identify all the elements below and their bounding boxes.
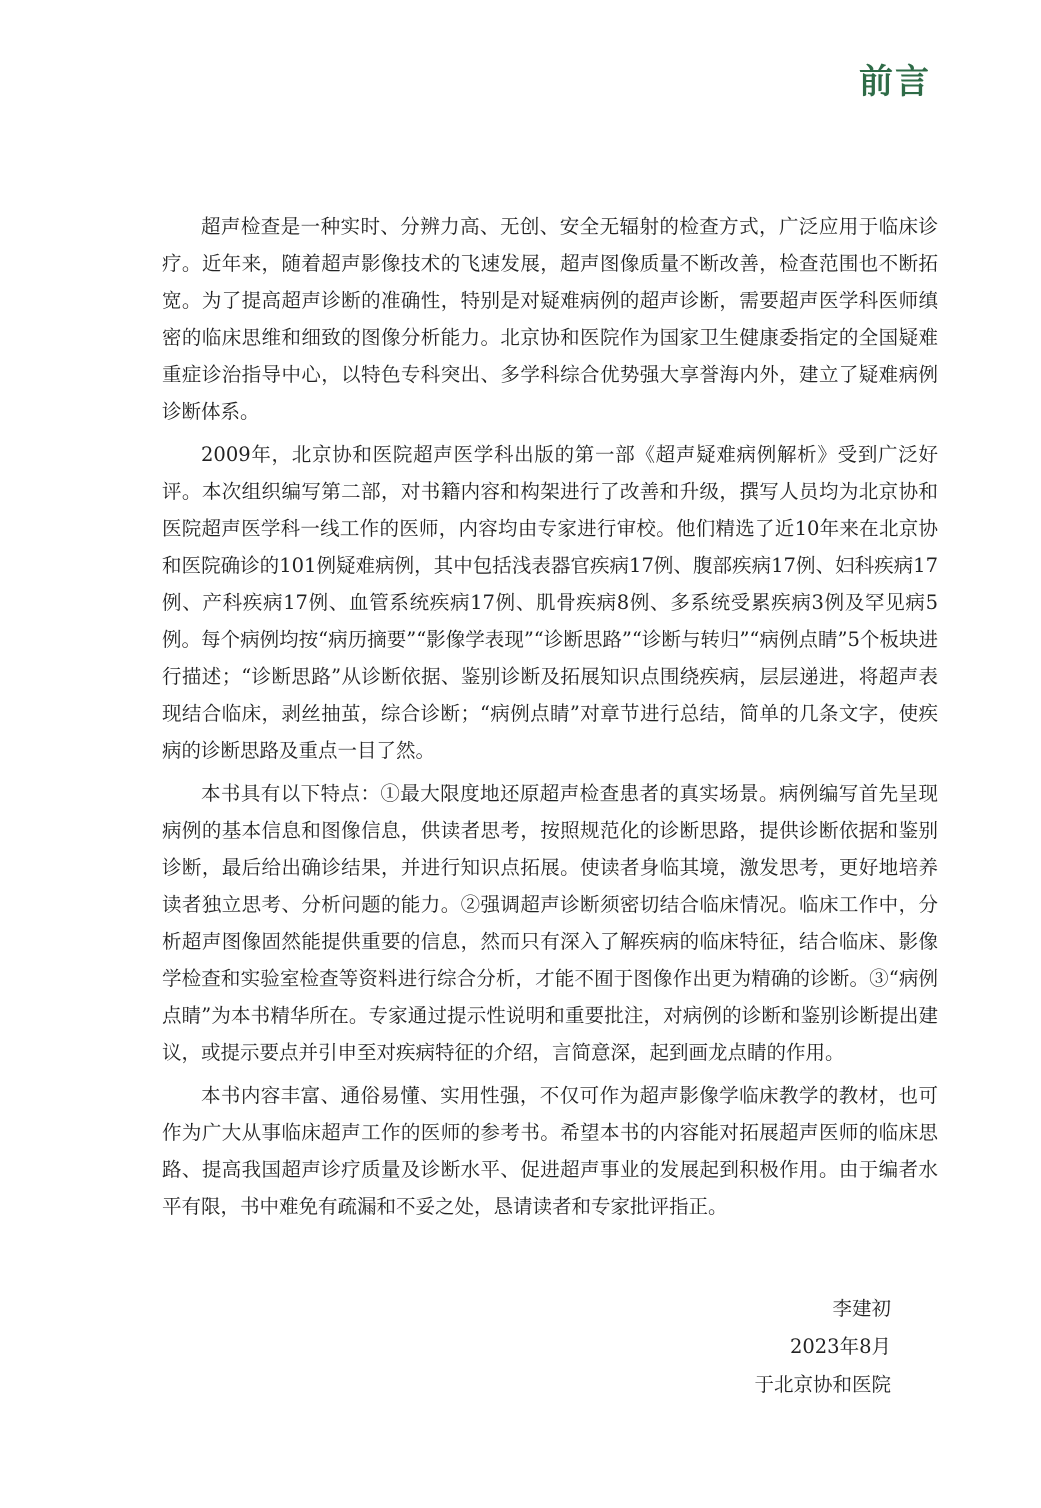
page-title: 前言 bbox=[859, 62, 931, 102]
signature-author: 李建初 bbox=[832, 1297, 891, 1320]
paragraph-1: 超声检查是一种实时、分辨力高、无创、安全无辐射的检查方式，广泛应用于临床诊疗。近年来，随着超声影像技术的飞速发展，超声图像质量不断改善，检查范围也不断拓宽。为了提高超声诊断的准确性，特别是对疑难病例的超声诊断，需要超声医学科医师缜密的临床思维和细致的图像分析能力。北京协和医院作为国家卫生健康委指定的全国疑难重症诊治指导中心，以特色专科突出、多学科综合优势强大享誉海内外，建立了疑难病例诊断体系。 bbox=[162, 215, 938, 423]
paragraph-4: 本书内容丰富、通俗易懂、实用性强，不仅可作为超声影像学临床教学的教材，也可作为广大从事临床超声工作的医师的参考书。希望本书的内容能对拓展超声医师的临床思路、提高我国超声诊疗质量及诊断水平、促进超声事业的发展起到积极作用。由于编者水平有限，书中难免有疏漏和不妥之处，恳请读者和专家批评指正。 bbox=[162, 1084, 938, 1218]
preface-body bbox=[162, 208, 938, 1231]
signature-date: 2023年8月 bbox=[789, 1335, 891, 1358]
signature-block bbox=[754, 1290, 891, 1404]
paragraph-2: 2009年，北京协和医院超声医学科出版的第一部《超声疑难病例解析》受到广泛好评。本次组织编写第二部，对书籍内容和构架进行了改善和升级，撰写人员均为北京协和医院超声医学科一线工作的医师，内容均由专家进行审校。他们精选了近10年来在北京协和医院确诊的101例疑难病例，其中包括浅表器官疾病17例、腹部疾病17例、妇科疾病17例、产科疾病17例、血管系统疾病17例、肌骨疾病8例、多系统受累疾病3例及罕见病5例。每个病例均按“病历摘要”“影像学表现”“诊断思路”“诊断与转归”“病例点睛”5个板块进行描述；“诊断思路”从诊断依据、鉴别诊断及拓展知识点围绕疾病，层层递进，将超声表现结合临床，剥丝抽茧，综合诊断；“病例点睛”对章节进行总结，简单的几条文字，使疾病的诊断思路及重点一目了然。 bbox=[162, 443, 938, 762]
paragraph-3: 本书具有以下特点：①最大限度地还原超声检查患者的真实场景。病例编写首先呈现病例的基本信息和图像信息，供读者思考，按照规范化的诊断思路，提供诊断依据和鉴别诊断，最后给出确诊结果，并进行知识点拓展。使读者身临其境，激发思考，更好地培养读者独立思考、分析问题的能力。②强调超声诊断须密切结合临床情况。临床工作中，分析超声图像固然能提供重要的信息，然而只有深入了解疾病的临床特征，结合临床、影像学检查和实验室检查等资料进行综合分析，才能不囿于图像作出更为精确的诊断。③“病例点睛”为本书精华所在。专家通过提示性说明和重要批注，对病例的诊断和鉴别诊断提出建议，或提示要点并引申至对疾病特征的介绍，言简意深，起到画龙点睛的作用。 bbox=[162, 782, 938, 1064]
signature-place: 于北京协和医院 bbox=[754, 1373, 891, 1396]
